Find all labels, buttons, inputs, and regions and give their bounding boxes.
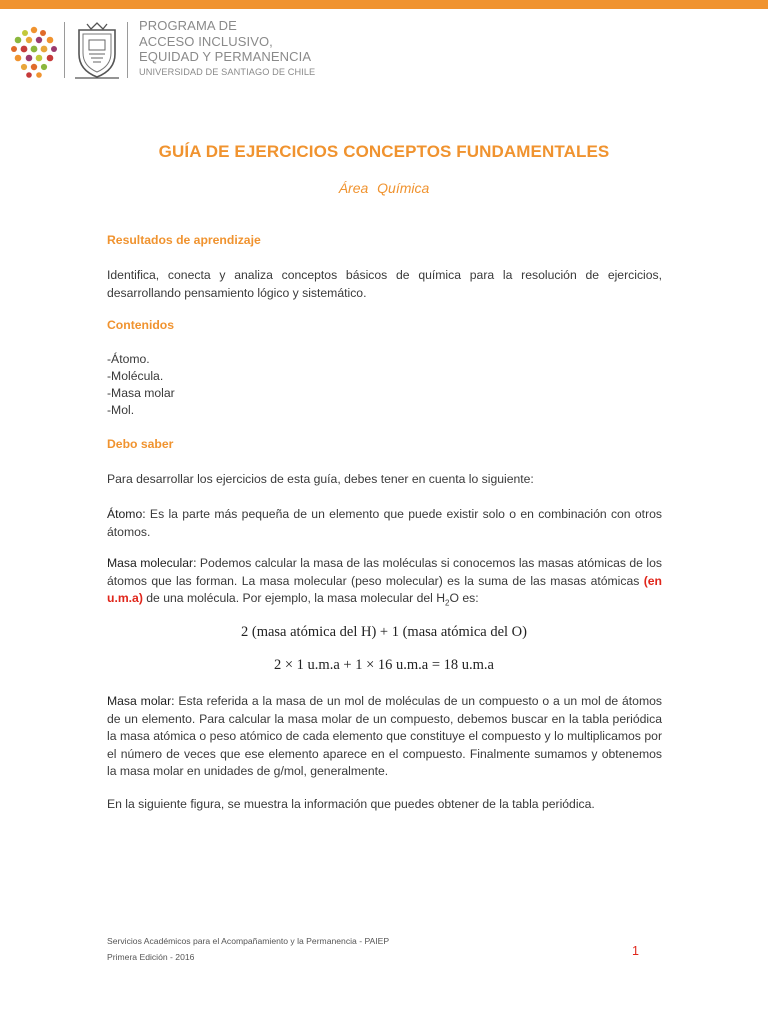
formula-line-1: 2 (masa atómica del H) + 1 (masa atómica del O) bbox=[241, 624, 527, 640]
contents-list bbox=[107, 351, 175, 419]
formula-line-2: 2 × 1 u.m.a + 1 × 16 u.m.a = 18 u.m.a bbox=[274, 657, 494, 673]
page-number: 1 bbox=[632, 944, 639, 958]
paiep-dots-logo bbox=[8, 22, 60, 82]
program-line: PROGRAMA DE bbox=[139, 18, 237, 33]
list-item: -Mol. bbox=[107, 403, 135, 417]
molar-mass-definition bbox=[107, 693, 662, 781]
top-accent-bar bbox=[0, 0, 768, 9]
section-heading-contents: Contenidos bbox=[107, 318, 175, 332]
must-know-intro: Para desarrollar los ejercicios de esta guía, debes tener en cuenta lo siguiente: bbox=[107, 472, 534, 486]
section-heading-learning: Resultados de aprendizaje bbox=[107, 233, 261, 247]
atom-term: Átomo: bbox=[107, 507, 146, 521]
document-title: GUÍA DE EJERCICIOS CONCEPTOS FUNDAMENTALES bbox=[158, 142, 610, 161]
section-heading-must-know: Debo saber bbox=[107, 437, 174, 451]
footer bbox=[107, 933, 389, 965]
university-shield-icon bbox=[73, 20, 121, 80]
list-item: -Átomo. bbox=[107, 352, 150, 366]
atom-text: Es la parte más pequeña de un elemento que puede existir solo o en combinación con otros átomos. bbox=[107, 507, 662, 539]
document-subtitle: Área Química bbox=[338, 180, 430, 196]
list-item: -Molécula. bbox=[107, 369, 164, 383]
program-line: ACCESO INCLUSIVO, bbox=[139, 33, 273, 49]
list-item: -Masa molar bbox=[107, 386, 175, 400]
university-name: UNIVERSIDAD DE SANTIAGO DE CHILE bbox=[139, 66, 316, 77]
program-line: EQUIDAD Y PERMANENCIA bbox=[139, 49, 312, 64]
molar-text: Esta referida a la masa de un mol de moléculas de un compuesto o a un mol de átomos de un elemento. Para calcular la masa molar de un compuesto, debemos buscar en la tabla periódica la masa atómica o peso atómico de cada elemento que constituye el compuesto y lo multiplicamos por el número de veces que ese elemento aparece en el compuesto. Finalmente sumamos y obtenemos la masa molar en unidades de g/mol, generalmente. bbox=[107, 694, 662, 778]
molecular-mass-definition bbox=[107, 555, 662, 612]
molecular-text: de una molécula. Por ejemplo, la masa molecular del H bbox=[142, 591, 446, 605]
program-name-block bbox=[139, 18, 315, 78]
footer-line: Primera Edición - 2016 bbox=[107, 952, 195, 962]
learning-text: Identifica, conecta y analiza conceptos básicos de química para la resolución de ejercicios, desarrollando pensamiento lógico y sistemático. bbox=[107, 268, 662, 300]
footer-line: Servicios Académicos para el Acompañamiento y la Permanencia - PAIEP bbox=[107, 936, 390, 946]
uma-highlight: (en u.m.a) bbox=[107, 573, 662, 605]
molecular-term: Masa molecular: bbox=[107, 556, 197, 570]
header-divider bbox=[127, 22, 128, 78]
atom-definition bbox=[107, 506, 662, 541]
molecular-text: O es: bbox=[449, 591, 479, 605]
figure-intro: En la siguiente figura, se muestra la información que puedes obtener de la tabla periódica. bbox=[107, 797, 595, 811]
molecular-text: Podemos calcular la masa de las moléculas si conocemos las masas atómicas de los átomos que las forman. La masa molecular (peso molecular) es la suma de las masas atómicas bbox=[107, 556, 662, 588]
molar-term: Masa molar: bbox=[107, 694, 175, 708]
header-divider bbox=[64, 22, 65, 78]
subscript: 2 bbox=[445, 598, 450, 608]
